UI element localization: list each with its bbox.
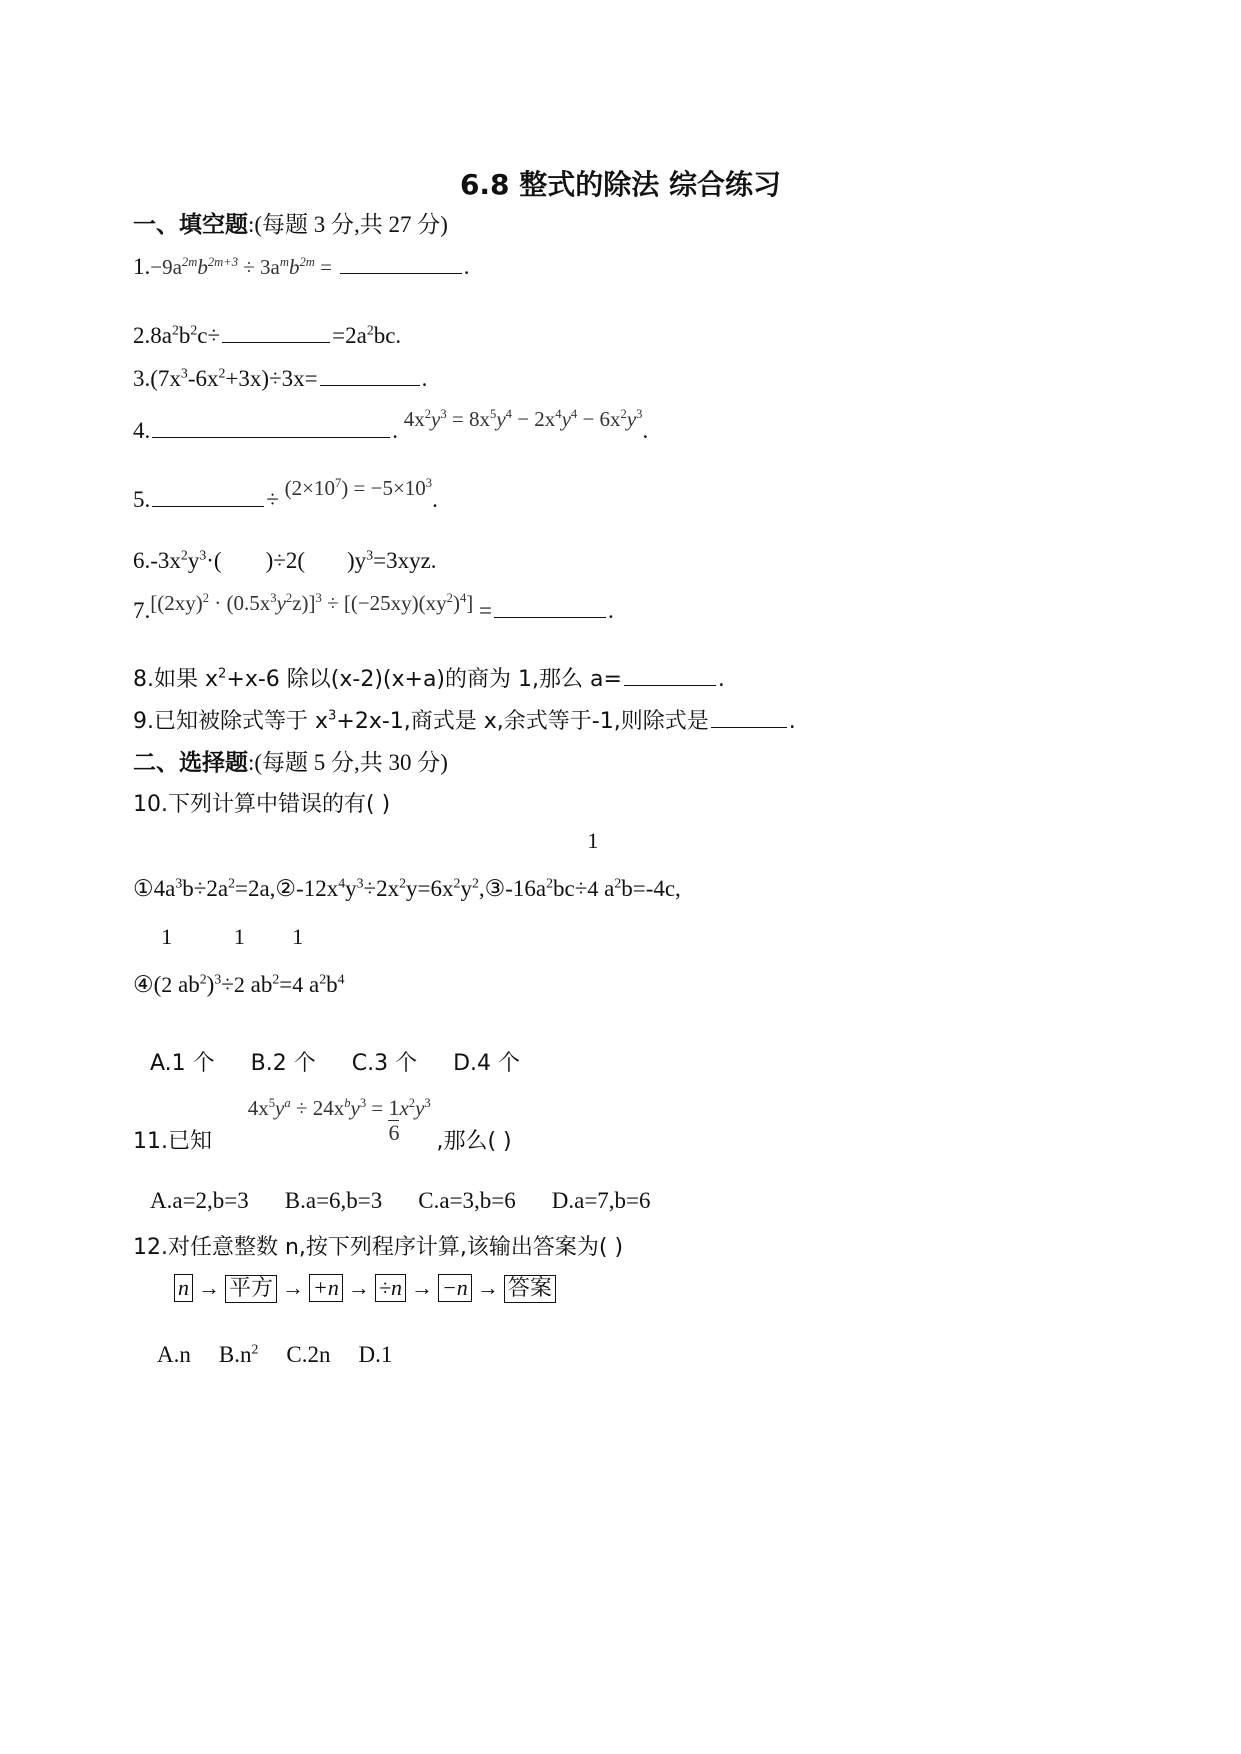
q3-text-b: -6x [187,366,219,391]
section-1-heading [133,206,448,239]
q8-text-a: 8.如果 x [133,667,219,692]
q11-s5: 2 [408,1096,416,1110]
q7-s3: 2 [285,591,293,605]
q1-term-b: b [197,255,208,279]
q3-end: . [421,366,428,391]
flow-arrow-5: → [476,1275,499,1300]
q6-text-a: 6.-3x [133,548,181,573]
q11-e3: ÷ 24x [290,1096,345,1120]
q10-fraction-4 [292,924,303,998]
question-6 [133,548,437,574]
q1-term-a: −9a [150,255,182,279]
q11-frac-den: 6 [388,1120,400,1146]
q10-l1-c: =2a,②-12x [234,876,339,901]
q4-s8: 3 [636,407,643,421]
q10-l1-s7: 2 [471,875,479,891]
q5-expression [285,476,432,500]
q4-e2: y [431,407,441,431]
q3-answer-blank[interactable] [320,384,420,386]
section-2-title: 二、选择题 [133,750,248,776]
q7-e4: z)] [292,591,316,615]
q2-text-d: =2a [332,323,367,348]
q1-end: . [463,254,470,279]
q10-l2-g: a [303,972,320,997]
q2-answer-blank[interactable] [222,341,330,343]
q10-l2-h: b [326,972,338,997]
q11-e6: x [399,1096,409,1120]
q10-l2-b: ab [172,972,200,997]
question-11 [133,1096,512,1155]
q12-option-d[interactable]: D.1 [358,1342,393,1367]
q5-number: 5. [133,487,151,512]
q10-l2-s4: 2 [319,971,327,987]
q4-s2: 3 [440,407,447,421]
q4-e1: 4x [403,407,425,431]
question-3 [133,366,427,392]
q1-answer-blank[interactable] [340,272,462,274]
q1-expression [150,255,332,279]
q11-fraction [388,1096,399,1145]
q10-option-d[interactable]: D.4 个 [453,1051,521,1076]
q10-fraction-3 [234,924,245,998]
page-title: 6.8 整式的除法 综合练习 [459,168,782,201]
q8-answer-blank[interactable] [624,684,716,686]
q1-term-c: ÷ 3a [238,255,280,279]
q11-option-d[interactable]: D.a=7,b=6 [551,1188,651,1213]
q10-l1-f: y=6x [406,876,454,901]
q11-s1: 5 [268,1096,276,1110]
q11-option-a[interactable]: A.a=2,b=3 [150,1188,249,1213]
question-11-options [150,1188,687,1214]
q10-l1-s9: 2 [614,875,622,891]
section-1-note: :(每题 3 分,共 27 分) [248,212,448,237]
q5-end: . [432,487,438,512]
flow-step-input: n [174,1274,193,1302]
q1-number: 1. [133,254,151,279]
section-2-heading [133,744,448,777]
q1-sup-d: 2m [299,255,315,269]
q10-frac3-num: 1 [233,924,245,949]
q11-option-c[interactable]: C.a=3,b=6 [418,1188,516,1213]
q2-text-a: 2.8a [133,323,172,348]
q1-sup-c: m [279,255,289,269]
q7-end: . [607,598,614,623]
q7-e1: [(2xy) [150,591,203,615]
q4-s6: 4 [570,407,578,421]
q11-s4: 3 [359,1096,367,1110]
q7-e3: y [276,591,286,615]
q5-divide-sign: ÷ [266,487,279,512]
q10-fraction-1 [587,828,598,902]
q4-dot: . [392,418,398,443]
q4-end: . [642,418,649,443]
q6-text-d: )÷2( [265,548,306,573]
q1-sup-b: 2m+3 [207,255,239,269]
flow-step-answer: 答案 [504,1275,556,1303]
q12-option-b-sup: 2 [251,1341,259,1357]
q6-text-e: )y [347,548,367,573]
q10-l1-k: b=-4c, [621,876,681,901]
question-7 [133,591,614,624]
question-8 [133,662,725,693]
q11-e7: y [415,1096,425,1120]
q4-e8: y [626,407,637,431]
q9-s1: 3 [328,708,337,724]
question-10-options [150,1046,556,1077]
q1-term-d: b [288,255,300,279]
flow-step-divide-n: ÷n [375,1274,406,1302]
q11-option-b[interactable]: B.a=6,b=3 [284,1188,383,1213]
q12-option-a[interactable]: A.n [157,1342,191,1367]
q3-text-c: +3x)÷3x= [225,366,318,391]
q11-e5: = [366,1096,389,1120]
q4-e6: y [561,407,571,431]
q4-s4: 4 [505,407,512,421]
flow-step-subtract-n: −n [438,1274,472,1302]
flow-step-square: 平方 [225,1275,277,1303]
q11-e4: y [350,1096,360,1120]
q2-sup-1: 2 [171,322,179,338]
q6-s2: 3 [199,547,207,563]
q4-number: 4. [133,418,151,443]
question-2 [133,323,401,349]
q7-e5: ÷ [(−25xy)(xy [321,591,447,615]
q10-frac3-den: 2 [233,972,245,997]
q7-s4: 3 [315,591,322,605]
q12-option-b[interactable] [219,1342,259,1368]
q10-l1-s6: 2 [453,875,461,891]
q10-l1-d: y [345,876,357,901]
q11-s2: a [284,1096,291,1110]
q10-l1-a: ①4a [133,876,176,901]
q3-text-a: 3.(7x [133,366,181,391]
q10-l1-i: bc÷ [553,876,588,901]
q10-l2-f: = [279,972,293,997]
q5-s1: 7 [334,476,342,490]
q10-l1-s1: 3 [175,875,183,891]
q6-text-f: =3xyz. [373,548,437,573]
q11-suffix: ,那么( ) [436,1129,512,1154]
q11-s6: 3 [424,1096,431,1110]
q12-option-c[interactable]: C.2n [286,1342,331,1367]
q7-s1: 2 [202,591,210,605]
q10-l2-s3: 2 [272,971,280,987]
section-2-note: :(每题 5 分,共 30 分) [248,750,448,775]
q2-sup-2: 2 [190,322,198,338]
flow-arrow-4: → [410,1275,433,1300]
q8-text-b: +x-6 除以(x-2)(x+a)的商为 1,那么 a= [226,667,622,692]
q7-e2: · (0.5x [209,591,271,615]
q10-l2-d: ÷ [221,972,234,997]
q10-l1-b: b÷2a [182,876,229,901]
q3-sup-1: 3 [180,365,188,381]
q7-s2: 3 [270,591,277,605]
q10-l2-e: ab [244,972,273,997]
q7-s6: 4 [459,591,467,605]
q10-l2-c: ) [206,972,215,997]
q10-l1-h: ,③-16a [478,876,547,901]
question-10-line-1 [133,828,681,902]
q4-s3: 5 [490,407,497,421]
q10-l1-j: a [598,876,615,901]
q4-s5: 4 [555,407,562,421]
q9-text-b: +2x-1,商式是 x,余式等于-1,则除式是 [336,709,709,734]
q4-answer-blank[interactable] [152,436,390,438]
q6-s1: 2 [180,547,188,563]
question-12-stem: 12.对任意整数 n,按下列程序计算,该输出答案为( ) [133,1235,624,1260]
question-10-line-2 [133,924,345,998]
q10-l2-s1: 2 [199,971,207,987]
q8-s1: 2 [218,666,227,682]
q10-l1-s3: 4 [338,875,346,891]
q2-text-e: bc. [373,323,402,348]
q4-e3: = 8x [446,407,491,431]
q10-option-b[interactable]: B.2 个 [250,1051,316,1076]
flow-arrow-3: → [347,1275,370,1300]
q12-option-b-label: B.n [218,1342,252,1367]
q4-s1: 2 [424,407,432,421]
question-12-options [157,1342,428,1368]
q7-e6: ) [452,591,460,615]
q11-e2: y [275,1096,285,1120]
flow-arrow-2: → [282,1275,305,1300]
q10-frac1-num: 1 [587,828,599,853]
section-1-title: 一、填空题 [133,212,248,238]
q1-sup-a: 2m [181,255,198,269]
q10-l1-s8: 2 [546,875,553,891]
flow-step-add-n: +n [309,1274,343,1302]
q2-sup-3: 2 [366,322,374,338]
question-5 [133,476,438,513]
q8-end: . [717,667,725,692]
q9-text-a: 9.已知被除式等于 x [133,709,329,734]
q6-text-b: y [187,548,200,573]
q11-frac-num: 1 [388,1095,400,1120]
q10-l1-e: ÷2x [363,876,400,901]
q11-expression [248,1096,431,1145]
q4-e5: − 2x [511,407,556,431]
q2-text-b: b [178,323,191,348]
q11-prefix: 11.已知 [133,1129,212,1154]
q6-text-c: ·( [206,548,222,573]
q7-answer-blank[interactable] [494,616,606,618]
flow-arrow-1: → [198,1275,220,1300]
q5-e1: (2×10 [284,476,335,500]
question-4 [133,407,649,444]
q3-sup-2: 2 [218,365,226,381]
q7-s5: 2 [446,591,453,605]
q10-l2-a: ④( [133,972,162,997]
q4-expression [404,407,643,431]
question-9 [133,704,796,735]
q5-e2: ) = −5×10 [341,476,426,500]
q7-equals: = [473,598,492,623]
q9-end: . [788,709,796,734]
question-10-stem: 10.下列计算中错误的有( ) [133,792,391,817]
q7-e7: ] [466,591,474,615]
q10-option-a[interactable]: A.1 个 [150,1051,215,1076]
q9-answer-blank[interactable] [711,726,787,728]
q5-answer-blank[interactable] [152,505,264,507]
q11-e1: 4x [247,1096,269,1120]
q10-option-c[interactable]: C.3 个 [351,1051,418,1076]
q10-fraction-2 [161,924,172,998]
q4-e7: − 6x [577,407,621,431]
question-1 [133,254,469,280]
q2-text-c: c÷ [197,323,221,348]
q10-frac2-den: 2 [161,972,173,997]
q1-equals: = [314,255,332,279]
q11-s3: b [344,1096,351,1110]
q10-frac1-den: 4 [587,876,599,901]
q6-s3: 3 [366,547,374,563]
q10-l1-s4: 3 [356,875,364,891]
q10-l2-s2: 3 [214,971,222,987]
q10-l2-s5: 4 [337,971,345,987]
q10-frac4-num: 1 [292,924,304,949]
q5-s2: 3 [425,476,433,490]
q7-number: 7. [133,598,151,623]
q10-l1-s5: 2 [399,875,407,891]
q12-flow-diagram [174,1274,556,1303]
q10-frac4-den: 4 [292,972,304,997]
q10-l1-g: y [460,876,472,901]
q10-frac2-num: 1 [161,924,173,949]
q7-expression [150,591,473,615]
q4-s7: 2 [620,407,627,421]
q10-l1-s2: 2 [228,875,235,891]
q4-e4: y [496,407,506,431]
